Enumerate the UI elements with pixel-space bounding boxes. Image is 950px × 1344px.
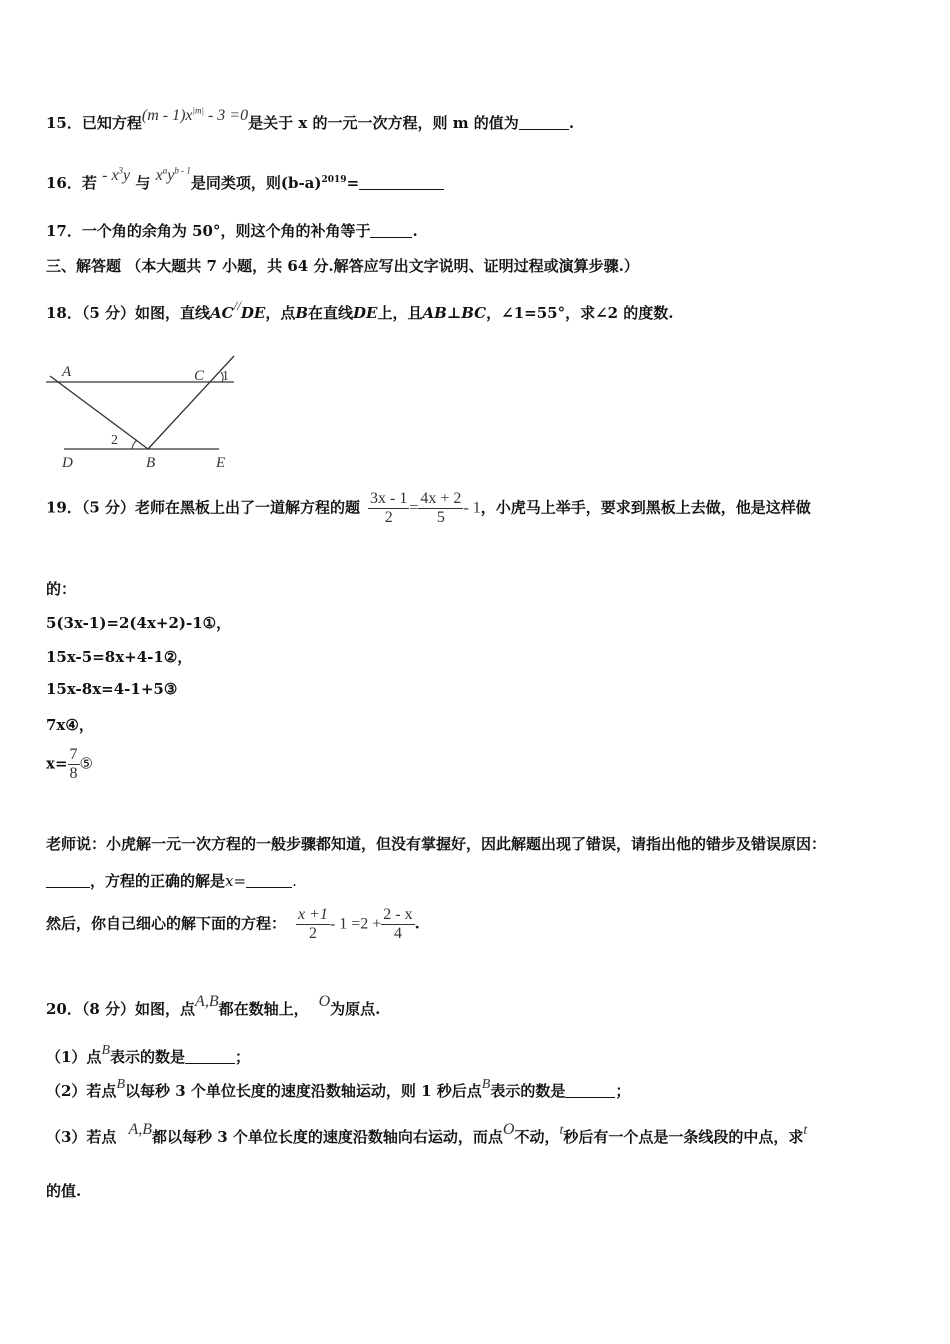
answer-blank bbox=[185, 1049, 235, 1064]
question-20-part-1: （1）点B表示的数是 ； bbox=[46, 1043, 251, 1066]
section-title: 三、解答题 （本大题共 7 小题，共 64 分.解答应写出文字说明、证明过程或演算步骤.） bbox=[46, 257, 639, 275]
geometry-figure bbox=[44, 352, 244, 472]
term-2: $x^ay^{b - 1}$ bbox=[155, 165, 191, 184]
label-1: 1 bbox=[222, 369, 229, 384]
step-4: 7x④， bbox=[46, 716, 94, 734]
question-17: 17．一个角的余角为 50°，则这个角的补角等于 . bbox=[46, 222, 418, 240]
step-3: 15x-8x=4-1+5③ bbox=[46, 680, 178, 698]
label-2: 2 bbox=[111, 433, 118, 448]
label-a: A bbox=[62, 364, 72, 380]
step-1: 5(3x-1)=2(4x+2)-1①， bbox=[46, 614, 232, 632]
answer-blank bbox=[370, 223, 412, 238]
answer-line: ，方程的正确的解是x= . bbox=[46, 870, 297, 891]
question-20: 20．（8 分）如图，点A,B都在数轴上， O为原点. bbox=[46, 993, 381, 1018]
angle-2-arc bbox=[132, 440, 137, 449]
question-19-cont: 的： bbox=[46, 580, 77, 598]
answer-blank bbox=[246, 873, 292, 888]
label-c: C bbox=[194, 368, 205, 384]
question-20-part-3-cont: 的值. bbox=[46, 1182, 82, 1200]
answer-blank bbox=[359, 175, 444, 190]
answer-blank bbox=[519, 115, 569, 130]
question-18: 18．（5 分）如图，直线AC//DE，点B在直线DE上，且AB⊥BC，∠1=55°，求∠2 的度数. bbox=[46, 298, 674, 322]
fraction-1: $\frac{3x - 1}{2}$ bbox=[370, 490, 408, 526]
equation-15: $(m - 1)x^{|m|} - 3 =0$ bbox=[141, 105, 249, 124]
answer-blank bbox=[565, 1083, 615, 1098]
step-5: x= $\frac{7}{8}$ ⑤ bbox=[46, 746, 93, 782]
equation-task: 然后，你自己细心的解下面的方程： $\frac{x +1}{2}$ - 1 =2 + $\frac{2 - x}{4}$ . bbox=[46, 906, 420, 942]
fraction-g2: $\frac{2 - x}{4}$ bbox=[383, 906, 413, 942]
question-16: 16．若 - $x^3y$ 与 $x^ay^{b - 1}$是同类项，则$(b-a)^{2019}=$ bbox=[46, 172, 444, 193]
segment-ab bbox=[50, 376, 148, 449]
step-2: 15x-5=8x+4-1②， bbox=[46, 648, 193, 666]
label-e: E bbox=[216, 455, 226, 471]
term-1: - $x^3y$ bbox=[102, 165, 131, 184]
fraction-7-8: $\frac{7}{8}$ bbox=[69, 746, 78, 782]
teacher-comment: 老师说：小虎解一元一次方程的一般步骤都知道，但没有掌握好，因此解题出现了错误，请指出他的错步及错误原因： bbox=[46, 835, 827, 853]
answer-blank bbox=[46, 873, 90, 888]
question-20-part-3: （3）若点 A,B都以每秒 3 个单位长度的速度沿数轴向右运动，而点O不动，t秒后有一个点是一条线段的中点，求t bbox=[46, 1121, 808, 1146]
label-d: D bbox=[62, 455, 73, 471]
question-20-part-2: （2）若点B以每秒 3 个单位长度的速度沿数轴运动，则 1 秒后点B表示的数是 ； bbox=[46, 1077, 631, 1100]
fraction-g1: $\frac{x +1}{2}$ bbox=[298, 906, 328, 942]
question-19: 19．（5 分）老师在黑板上出了一道解方程的题 $\frac{3x - 1}{2}$ = $\frac{4x + 2}{5}$ - 1，小虎马上举手，要求到黑板上去做，他是这样做 bbox=[46, 490, 811, 526]
label-b: B bbox=[146, 455, 156, 471]
question-15: 15．已知方程$(m - 1)x^{|m|} - 3 =0$是关于 x 的一元一次方程，则 m 的值为 . bbox=[46, 105, 575, 132]
fraction-2: $\frac{4x + 2}{5}$ bbox=[420, 490, 462, 526]
